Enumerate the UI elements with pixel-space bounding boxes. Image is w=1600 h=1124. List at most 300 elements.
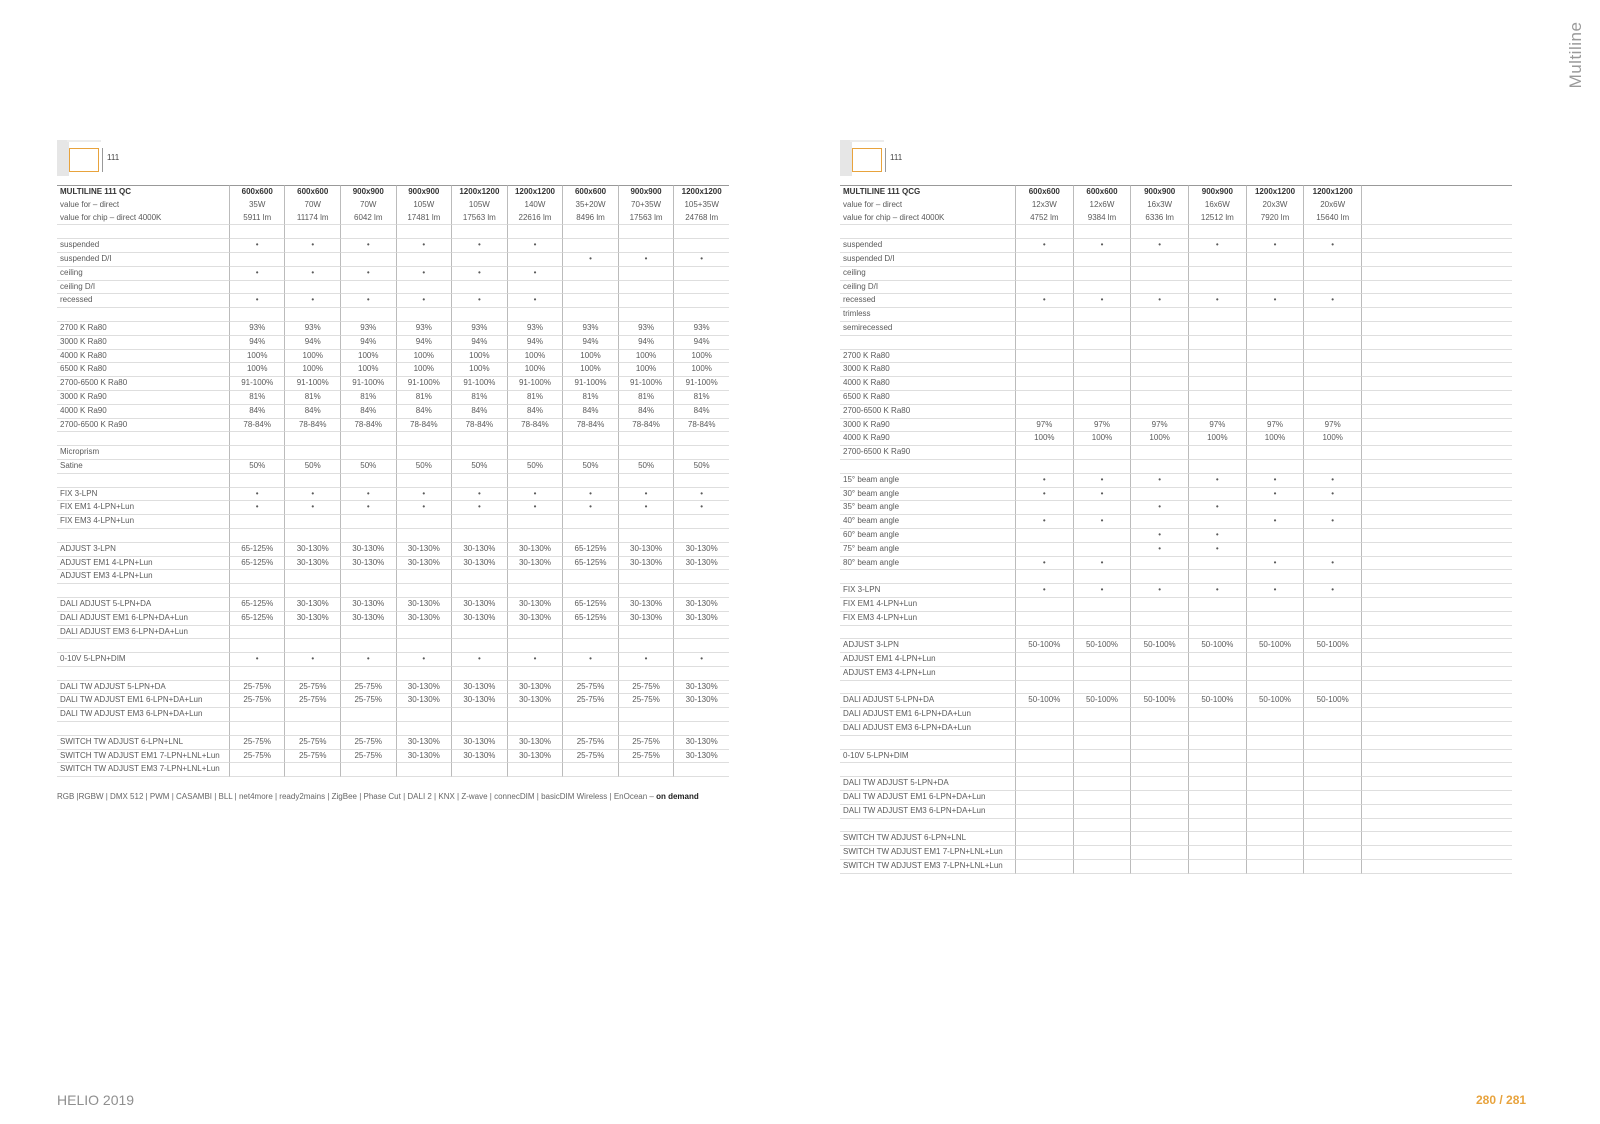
value-cell — [507, 708, 563, 722]
empty-cell — [1361, 860, 1512, 874]
row-label: 2700-6500 K Ra90 — [57, 419, 229, 433]
spacer-row — [840, 626, 1512, 640]
value-cell — [1303, 446, 1361, 460]
value-cell — [562, 570, 618, 584]
value-cell — [1246, 626, 1304, 640]
value-cell: 30-130% — [451, 612, 507, 626]
value-cell: 6042 lm — [340, 212, 396, 226]
value-cell: 84% — [451, 405, 507, 419]
row-label — [57, 432, 229, 446]
value-cell — [229, 281, 285, 295]
value-cell — [1073, 529, 1131, 543]
value-cell — [1015, 846, 1073, 860]
value-cell: • — [1130, 543, 1188, 557]
value-cell: 105W — [451, 199, 507, 212]
value-cell — [229, 708, 285, 722]
value-cell — [673, 667, 729, 681]
value-cell — [618, 515, 674, 529]
value-cell: 17481 lm — [396, 212, 452, 226]
value-cell: 12x3W — [1015, 199, 1073, 212]
value-cell — [1246, 832, 1304, 846]
row-label: 2700 K Ra80 — [57, 322, 229, 336]
row-label: suspended D/I — [840, 253, 1015, 267]
value-cell — [1015, 253, 1073, 267]
value-cell: • — [1130, 294, 1188, 308]
value-cell: • — [1073, 294, 1131, 308]
value-cell — [507, 529, 563, 543]
value-cell — [451, 432, 507, 446]
spacer-row — [57, 474, 729, 488]
value-cell: 84% — [396, 405, 452, 419]
value-cell — [451, 763, 507, 777]
value-cell: 84% — [507, 405, 563, 419]
empty-cell — [1361, 212, 1512, 226]
row-label: 80° beam angle — [840, 557, 1015, 571]
row-label — [57, 584, 229, 598]
value-cell — [340, 515, 396, 529]
table-row — [57, 750, 729, 764]
value-cell — [229, 626, 285, 640]
value-cell: 35+20W — [562, 199, 618, 212]
empty-cell — [1361, 488, 1512, 502]
table-row — [840, 419, 1512, 433]
value-cell — [340, 763, 396, 777]
value-cell: 81% — [229, 391, 285, 405]
value-cell: 94% — [396, 336, 452, 350]
value-cell: 65-125% — [562, 612, 618, 626]
value-cell — [340, 639, 396, 653]
table-row — [840, 501, 1512, 515]
value-cell: 600x600 — [1073, 185, 1131, 199]
empty-cell — [1361, 225, 1512, 239]
value-cell — [1130, 819, 1188, 833]
value-cell: • — [1188, 239, 1246, 253]
row-label: 3000 K Ra90 — [57, 391, 229, 405]
value-cell — [1073, 570, 1131, 584]
value-cell — [562, 474, 618, 488]
table-row — [57, 612, 729, 626]
value-cell — [451, 281, 507, 295]
value-cell — [507, 474, 563, 488]
value-cell — [1130, 860, 1188, 874]
value-cell — [284, 667, 340, 681]
row-label: recessed — [57, 294, 229, 308]
row-label: ADJUST 3-LPN — [57, 543, 229, 557]
value-cell — [284, 570, 340, 584]
value-cell — [1246, 708, 1304, 722]
value-cell — [1130, 377, 1188, 391]
value-cell: 25-75% — [340, 750, 396, 764]
row-label — [840, 225, 1015, 239]
value-cell: • — [396, 239, 452, 253]
empty-cell — [1361, 501, 1512, 515]
value-cell — [1188, 557, 1246, 571]
value-cell — [618, 639, 674, 653]
value-cell: 93% — [451, 322, 507, 336]
table-row — [57, 694, 729, 708]
spacer-row — [57, 722, 729, 736]
value-cell — [229, 474, 285, 488]
value-cell: 93% — [507, 322, 563, 336]
value-cell — [1303, 763, 1361, 777]
value-cell — [1303, 667, 1361, 681]
table-row — [57, 736, 729, 750]
value-cell — [340, 253, 396, 267]
value-cell — [1130, 832, 1188, 846]
value-cell — [1188, 722, 1246, 736]
value-cell — [1015, 501, 1073, 515]
value-cell — [1015, 336, 1073, 350]
value-cell: 50% — [396, 460, 452, 474]
value-cell: 93% — [562, 322, 618, 336]
value-cell: • — [1303, 557, 1361, 571]
table-row — [840, 267, 1512, 281]
value-cell — [507, 763, 563, 777]
value-cell — [673, 225, 729, 239]
table-row — [840, 860, 1512, 874]
value-cell — [507, 639, 563, 653]
value-cell — [340, 432, 396, 446]
table-row — [57, 350, 729, 364]
row-label: 3000 K Ra80 — [840, 363, 1015, 377]
value-cell: • — [562, 253, 618, 267]
row-label — [840, 736, 1015, 750]
table-row — [57, 199, 729, 212]
value-cell: 50% — [618, 460, 674, 474]
value-cell: • — [340, 501, 396, 515]
value-cell — [284, 281, 340, 295]
value-cell — [451, 308, 507, 322]
value-cell: 100% — [618, 350, 674, 364]
value-cell — [1073, 460, 1131, 474]
value-cell — [1130, 598, 1188, 612]
table-row — [57, 557, 729, 571]
spacer-row — [840, 570, 1512, 584]
value-cell — [673, 281, 729, 295]
value-cell — [618, 294, 674, 308]
value-cell: 50-100% — [1015, 694, 1073, 708]
value-cell — [1246, 612, 1304, 626]
value-cell — [562, 225, 618, 239]
value-cell — [507, 584, 563, 598]
value-cell — [618, 763, 674, 777]
value-cell — [229, 253, 285, 267]
value-cell — [1073, 405, 1131, 419]
value-cell — [1015, 805, 1073, 819]
value-cell — [618, 529, 674, 543]
value-cell: 50-100% — [1188, 694, 1246, 708]
value-cell: • — [1130, 239, 1188, 253]
value-cell — [1073, 501, 1131, 515]
value-cell — [1130, 281, 1188, 295]
value-cell — [340, 722, 396, 736]
value-cell: • — [673, 653, 729, 667]
value-cell — [1188, 253, 1246, 267]
value-cell — [1130, 405, 1188, 419]
value-cell — [1303, 405, 1361, 419]
profile-icon — [57, 140, 729, 180]
table-row — [57, 763, 729, 777]
value-cell — [673, 446, 729, 460]
value-cell: 50% — [229, 460, 285, 474]
value-cell — [396, 639, 452, 653]
value-cell — [1246, 819, 1304, 833]
value-cell — [396, 570, 452, 584]
table-row — [57, 281, 729, 295]
value-cell — [1130, 350, 1188, 364]
value-cell: • — [1188, 501, 1246, 515]
value-cell: 30-130% — [618, 612, 674, 626]
value-cell: • — [1188, 529, 1246, 543]
value-cell — [1073, 363, 1131, 377]
value-cell: • — [507, 488, 563, 502]
value-cell: 81% — [396, 391, 452, 405]
value-cell: 9384 lm — [1073, 212, 1131, 226]
value-cell: 17563 lm — [618, 212, 674, 226]
value-cell: 93% — [340, 322, 396, 336]
table-row — [57, 239, 729, 253]
value-cell: • — [507, 653, 563, 667]
value-cell — [1246, 750, 1304, 764]
value-cell — [229, 446, 285, 460]
spacer-row — [840, 225, 1512, 239]
value-cell — [1303, 529, 1361, 543]
value-cell: • — [618, 488, 674, 502]
value-cell: • — [1073, 557, 1131, 571]
empty-cell — [1361, 846, 1512, 860]
row-label — [840, 336, 1015, 350]
value-cell: 900x900 — [340, 185, 396, 199]
table-row — [57, 501, 729, 515]
value-cell: • — [1015, 239, 1073, 253]
value-cell: 25-75% — [340, 736, 396, 750]
value-cell — [284, 639, 340, 653]
value-cell — [1015, 570, 1073, 584]
row-label: suspended D/I — [57, 253, 229, 267]
value-cell — [1246, 736, 1304, 750]
value-cell: 12x6W — [1073, 199, 1131, 212]
value-cell — [507, 667, 563, 681]
table-row — [840, 750, 1512, 764]
table-row — [840, 446, 1512, 460]
value-cell: 50% — [451, 460, 507, 474]
value-cell — [396, 281, 452, 295]
empty-cell — [1361, 405, 1512, 419]
section-title-text: Multiline — [1566, 21, 1585, 89]
value-cell — [1303, 791, 1361, 805]
value-cell — [618, 474, 674, 488]
value-cell — [1015, 308, 1073, 322]
table-row — [57, 681, 729, 695]
empty-cell — [1361, 694, 1512, 708]
value-cell: 25-75% — [229, 736, 285, 750]
value-cell — [1130, 846, 1188, 860]
value-cell — [1303, 819, 1361, 833]
row-label: value for – direct — [843, 199, 903, 209]
value-cell — [1073, 612, 1131, 626]
empty-cell — [1361, 763, 1512, 777]
value-cell — [673, 626, 729, 640]
value-cell — [673, 529, 729, 543]
table-row — [840, 777, 1512, 791]
value-cell: 30-130% — [673, 543, 729, 557]
row-label — [840, 570, 1015, 584]
value-cell — [1303, 832, 1361, 846]
spacer-row — [840, 763, 1512, 777]
value-cell: • — [1303, 488, 1361, 502]
value-cell — [1015, 750, 1073, 764]
empty-cell — [1361, 791, 1512, 805]
value-cell: 50% — [340, 460, 396, 474]
value-cell: • — [451, 501, 507, 515]
value-cell: 30-130% — [451, 543, 507, 557]
empty-cell — [1361, 363, 1512, 377]
value-cell: • — [618, 653, 674, 667]
value-cell: • — [673, 501, 729, 515]
value-cell: • — [284, 501, 340, 515]
table-row — [57, 419, 729, 433]
empty-cell — [1361, 446, 1512, 460]
table-row — [840, 281, 1512, 295]
value-cell — [673, 432, 729, 446]
empty-cell — [1361, 239, 1512, 253]
row-label: 3000 K Ra90 — [840, 419, 1015, 433]
value-cell — [1073, 736, 1131, 750]
value-cell: 20x3W — [1246, 199, 1304, 212]
table-row — [840, 239, 1512, 253]
value-cell: 12512 lm — [1188, 212, 1246, 226]
value-cell: 105+35W — [673, 199, 729, 212]
row-label: 4000 K Ra90 — [57, 405, 229, 419]
value-cell: 50% — [507, 460, 563, 474]
value-cell: 30-130% — [340, 543, 396, 557]
value-cell: • — [1130, 529, 1188, 543]
value-cell: 30-130% — [507, 750, 563, 764]
value-cell: 25-75% — [340, 681, 396, 695]
value-cell — [562, 639, 618, 653]
value-cell — [562, 626, 618, 640]
row-label: 2700-6500 K Ra80 — [840, 405, 1015, 419]
value-cell — [562, 667, 618, 681]
value-cell — [1130, 667, 1188, 681]
row-label — [57, 225, 229, 239]
value-cell: 17563 lm — [451, 212, 507, 226]
value-cell: 81% — [618, 391, 674, 405]
value-cell: 25-75% — [284, 736, 340, 750]
row-label: 75° beam angle — [840, 543, 1015, 557]
value-cell: 16x6W — [1188, 199, 1246, 212]
value-cell: • — [1015, 294, 1073, 308]
row-label — [840, 460, 1015, 474]
value-cell: 100% — [1303, 432, 1361, 446]
value-cell: 78-84% — [396, 419, 452, 433]
table-row — [840, 805, 1512, 819]
table-row — [57, 708, 729, 722]
row-label: DALI TW ADJUST 5-LPN+DA — [840, 777, 1015, 791]
value-cell — [1015, 626, 1073, 640]
value-cell: 4752 lm — [1015, 212, 1073, 226]
value-cell: 84% — [618, 405, 674, 419]
value-cell — [1303, 570, 1361, 584]
value-cell — [340, 667, 396, 681]
value-cell — [562, 267, 618, 281]
value-cell — [1246, 350, 1304, 364]
value-cell: 30-130% — [673, 736, 729, 750]
value-cell — [1303, 750, 1361, 764]
value-cell — [1015, 763, 1073, 777]
row-label: DALI ADJUST 5-LPN+DA — [57, 598, 229, 612]
value-cell: • — [1303, 474, 1361, 488]
value-cell — [1073, 653, 1131, 667]
value-cell — [1303, 626, 1361, 640]
value-cell — [1303, 336, 1361, 350]
table-row — [57, 515, 729, 529]
value-cell — [1130, 515, 1188, 529]
table-row — [840, 722, 1512, 736]
value-cell: 600x600 — [562, 185, 618, 199]
spacer-row — [57, 529, 729, 543]
value-cell — [1188, 708, 1246, 722]
value-cell — [1246, 253, 1304, 267]
value-cell — [229, 308, 285, 322]
value-cell: • — [229, 501, 285, 515]
row-label: value for – direct — [60, 199, 120, 209]
row-label: 4000 K Ra80 — [840, 377, 1015, 391]
value-cell: 97% — [1130, 419, 1188, 433]
value-cell — [229, 570, 285, 584]
value-cell: • — [1303, 515, 1361, 529]
value-cell: • — [1303, 239, 1361, 253]
value-cell: • — [1303, 294, 1361, 308]
value-cell: • — [1188, 584, 1246, 598]
value-cell — [1188, 777, 1246, 791]
row-label: 60° beam angle — [840, 529, 1015, 543]
value-cell: 94% — [284, 336, 340, 350]
value-cell: 30-130% — [451, 557, 507, 571]
value-cell — [1188, 488, 1246, 502]
value-cell — [1073, 308, 1131, 322]
value-cell: 97% — [1303, 419, 1361, 433]
spacer-row — [57, 225, 729, 239]
table-row — [57, 488, 729, 502]
row-label: FIX EM3 4-LPN+Lun — [840, 612, 1015, 626]
value-cell — [1246, 460, 1304, 474]
value-cell: 78-84% — [229, 419, 285, 433]
value-cell: • — [673, 488, 729, 502]
value-cell: • — [1246, 515, 1304, 529]
profile-icon — [840, 140, 1512, 180]
row-label: value for chip – direct 4000K — [840, 212, 1015, 226]
value-cell — [1015, 543, 1073, 557]
value-cell — [673, 515, 729, 529]
row-label: SWITCH TW ADJUST 6-LPN+LNL — [840, 832, 1015, 846]
table-row — [840, 322, 1512, 336]
table-row — [57, 336, 729, 350]
value-cell — [673, 708, 729, 722]
value-cell: 50-100% — [1130, 639, 1188, 653]
empty-cell — [1361, 281, 1512, 295]
value-cell: • — [451, 294, 507, 308]
row-label: MULTILINE 111 QCG — [840, 185, 1015, 199]
value-cell — [340, 570, 396, 584]
value-cell — [1073, 253, 1131, 267]
value-cell — [1188, 736, 1246, 750]
empty-cell — [1361, 681, 1512, 695]
value-cell — [1073, 391, 1131, 405]
value-cell — [673, 570, 729, 584]
value-cell — [1130, 391, 1188, 405]
empty-cell — [1361, 750, 1512, 764]
